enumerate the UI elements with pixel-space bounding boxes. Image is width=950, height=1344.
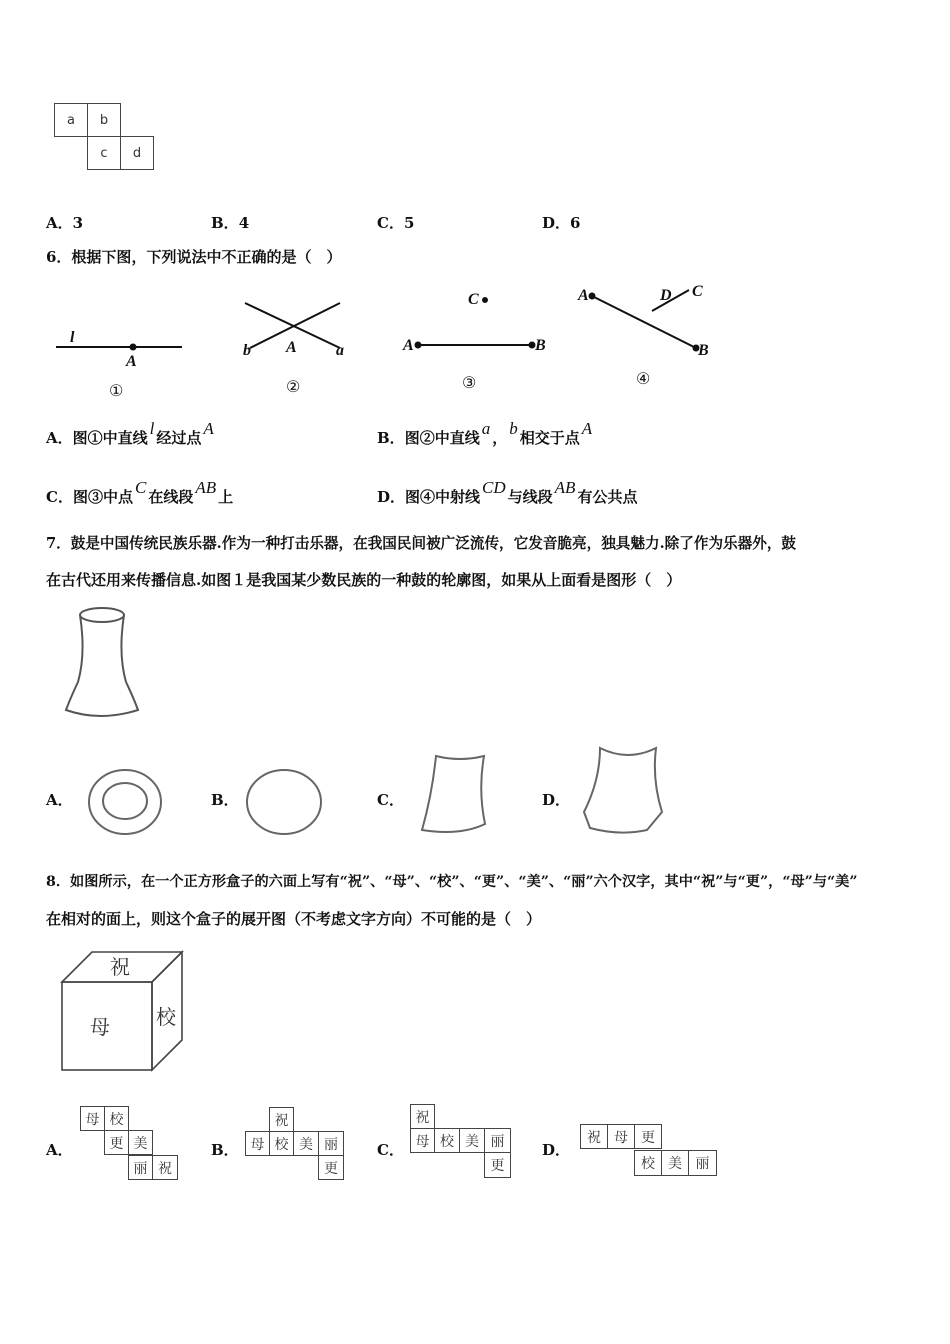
- q7-stem-line2: 在古代还用来传播信息.如图１是我国某少数民族的一种鼓的轮廓图，如果从上面看是图形（ ）: [46, 571, 682, 589]
- drum-top-rim: [80, 608, 124, 622]
- option-a-inner-circle: [103, 783, 147, 819]
- option-text: 图②中直线: [404, 429, 480, 447]
- math-var: CD: [482, 478, 506, 497]
- fig3-label-b: B: [535, 337, 546, 354]
- fig4-label-c: C: [692, 283, 703, 300]
- net-cell: 祝: [410, 1104, 435, 1129]
- math-var: AB: [195, 478, 217, 497]
- option-letter: B．: [377, 429, 405, 447]
- fig3-caption: ③: [462, 375, 477, 392]
- option-text: 经过点: [156, 429, 202, 447]
- q6-stem: 6．根据下图，下列说法中不正确的是（ ）: [46, 248, 342, 266]
- q6-option-c: [46, 478, 234, 507]
- net-cell: 美: [293, 1131, 319, 1156]
- option-text: 与线段: [507, 488, 553, 506]
- fig3-point-b: [530, 343, 535, 348]
- q5-option-d: [542, 212, 580, 233]
- net-cell-b: b: [87, 103, 121, 137]
- option-letter: A．: [46, 429, 73, 447]
- q8-option-c-letter: C．: [377, 1141, 404, 1159]
- q7-option-c-letter: C．: [377, 791, 404, 809]
- q7-option-a-letter: A．: [46, 791, 73, 809]
- option-letter: D．: [377, 488, 406, 506]
- net-cell-a: a: [54, 103, 88, 137]
- q8-option-d-letter: D．: [542, 1141, 571, 1159]
- net-cell: 丽: [128, 1155, 153, 1180]
- net-cell: 校: [104, 1106, 129, 1131]
- q8-option-a-letter: A．: [46, 1141, 73, 1159]
- fig3-label-c: C: [468, 291, 479, 308]
- option-letter: C．: [377, 214, 404, 232]
- fig1-caption: ①: [109, 383, 124, 400]
- option-text: ，: [492, 429, 508, 447]
- option-text: 图①中直线: [72, 429, 148, 447]
- net-cell: 美: [459, 1128, 485, 1153]
- net-cell: 母: [80, 1106, 105, 1131]
- q6-option-d: [377, 478, 638, 507]
- q6-option-a: [46, 419, 216, 448]
- q8-stem-line1: 8．如图所示，在一个正方形盒子的六面上写有“祝”、“母”、“校”、“更”、“美”、“丽”六个汉字，其中“祝”与“更”，“母”与“美”: [46, 874, 858, 890]
- option-c-shape: [422, 756, 485, 832]
- net-cell-d: d: [120, 136, 154, 170]
- cube-top-label: 祝: [110, 957, 130, 979]
- q7-option-figures: [80, 740, 700, 840]
- net-cell: 母: [245, 1131, 270, 1156]
- fig3-point-a: [416, 343, 421, 348]
- option-text: 在线段: [148, 488, 194, 506]
- q7-stem-line1: 7．鼓是中国传统民族乐器.作为一种打击乐器，在我国民间被广泛流传，它发音脆亮，独具魅力.除了作为乐器外，鼓: [46, 535, 797, 552]
- math-var: l: [149, 419, 155, 438]
- math-var: A: [203, 419, 214, 438]
- fig4-caption: ④: [636, 371, 651, 388]
- net-cell-c: c: [87, 136, 121, 170]
- fig3-point-c: [483, 298, 487, 302]
- net-cell: 丽: [688, 1150, 717, 1176]
- option-text: 5: [403, 214, 415, 232]
- fig4-point-a: [590, 294, 595, 299]
- option-a-outer-circle: [89, 770, 161, 834]
- cube-figure: [58, 948, 188, 1074]
- fig4-segment-ab: [592, 296, 696, 348]
- q6-option-b: [377, 419, 594, 448]
- net-cell: 祝: [152, 1155, 178, 1180]
- net-cell: 母: [607, 1124, 635, 1149]
- cube-front-label: 母: [90, 1017, 110, 1039]
- option-text: 图④中射线: [405, 488, 481, 506]
- option-letter: B．: [211, 214, 239, 232]
- option-letter: D．: [542, 214, 571, 232]
- math-var: C: [134, 478, 147, 497]
- q8-stem-line2: 在相对的面上，则这个盒子的展开图（不考虑文字方向）不可能的是（ ）: [46, 910, 542, 928]
- q7-option-d-letter: D．: [542, 791, 571, 809]
- net-cell: 母: [410, 1128, 435, 1153]
- option-text: 6: [570, 214, 581, 232]
- fig3-label-a: A: [403, 337, 414, 354]
- drum-figure: [60, 604, 150, 724]
- fig1-point: [131, 345, 136, 350]
- net-cell: 祝: [580, 1124, 608, 1149]
- cube-side-label: 校: [156, 1007, 176, 1029]
- option-text: 3: [72, 214, 84, 232]
- option-text: 有公共点: [577, 488, 638, 506]
- q5-option-c: [377, 212, 414, 233]
- fig2-label-b: b: [243, 342, 251, 359]
- net-cell: 美: [661, 1150, 689, 1176]
- option-text: 相交于点: [519, 429, 580, 447]
- fig2-caption: ②: [286, 379, 301, 396]
- option-text: 4: [238, 214, 250, 232]
- net-cell: 校: [269, 1131, 294, 1156]
- fig4-label-a: A: [578, 287, 589, 304]
- option-b-circle: [247, 770, 321, 834]
- fig2-label-a: a: [336, 342, 344, 359]
- net-cell: 丽: [484, 1128, 511, 1153]
- net-cell: 校: [434, 1128, 460, 1153]
- q5-option-b: [211, 212, 249, 233]
- q6-figures: [40, 280, 740, 400]
- option-text: 图③中点: [72, 488, 133, 506]
- option-letter: A．: [46, 214, 73, 232]
- math-var: a: [481, 419, 491, 438]
- math-var: b: [509, 419, 518, 438]
- net-cell: 丽: [318, 1131, 344, 1156]
- net-cell: 校: [634, 1150, 662, 1176]
- fig2-label-a-point: A: [286, 339, 297, 356]
- q5-option-a: [46, 212, 83, 233]
- math-var: AB: [554, 478, 576, 497]
- net-cell: 更: [484, 1152, 511, 1178]
- option-d-shape: [584, 748, 662, 833]
- fig1-label-a: A: [126, 353, 137, 370]
- fig4-label-b: B: [698, 342, 709, 359]
- fig1-label-l: l: [70, 329, 75, 346]
- math-var: A: [581, 419, 593, 438]
- net-cell: 更: [634, 1124, 662, 1149]
- net-cell: 祝: [269, 1107, 294, 1132]
- net-cell: 更: [104, 1130, 129, 1155]
- option-text: 上: [218, 488, 234, 506]
- q8-option-b-letter: B．: [211, 1141, 239, 1159]
- drum-body: [66, 615, 138, 716]
- net-cell: 更: [318, 1155, 344, 1180]
- q7-option-b-letter: B．: [211, 791, 239, 809]
- option-letter: C．: [46, 488, 73, 506]
- fig4-label-d: D: [660, 287, 672, 304]
- net-cell: 美: [128, 1130, 153, 1155]
